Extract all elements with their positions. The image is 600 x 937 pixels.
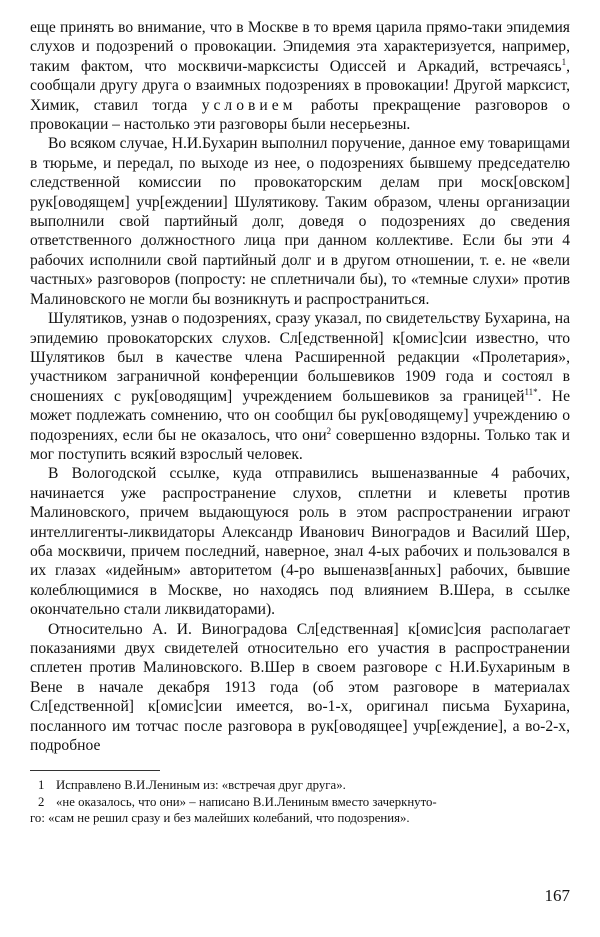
footnote-divider xyxy=(30,770,160,771)
paragraph xyxy=(30,620,570,756)
footnote-text: «не оказалось, что они» – написано В.И.Лениным вместо зачеркнуто- xyxy=(56,794,437,809)
paragraph xyxy=(30,464,570,619)
footnote-ref: 2 xyxy=(326,425,332,436)
paragraph xyxy=(30,134,570,309)
spaced-emphasis: условием xyxy=(201,96,297,114)
footnote-2 xyxy=(30,794,570,827)
footnote-1 xyxy=(30,777,570,794)
text-run: Шулятиков, узнав о подозрениях, сразу указал, по свидетельству Бухарина, на эпидемию провокаторских слухов. Сл[едственной] к[омис]сии известно, что Шулятиков был в качестве члена Расширенной редакции «Пролетария», участником заграничной конференции большевиков 1909 года и состоял в сношениях с рук[оводящим] учреждением большевиков за границей xyxy=(30,310,570,405)
text-run: . Не может подлежать сомнению, что он сообщил бы рук[оводящему] учреждению о подозрениях, если бы не оказалось, что они xyxy=(30,387,570,444)
document-page xyxy=(30,18,570,827)
text-run: , сообщали другу друга о взаимных подозрениях в провокации! Другой марксист, Химик, ставил тогда xyxy=(30,57,570,114)
text-run: еще принять во внимание, что в Москве в то время царила прямо-таки эпидемия слухов и подозрений о провокации. Эпидемия эта характеризуется, например, таким фактом, что москвичи-марксисты Одиссей и Аркадий, встречаясь xyxy=(30,19,570,75)
main-text xyxy=(30,18,570,755)
text-run: В Вологодской ссылке, куда отправились вышеназванные 4 рабочих, начинается уже распространение слухов, сплетни и клеветы против Малиновского, причем выдающуюся роль в этом распространении играют интеллигенты-ликвидаторы Александр Иванович Виноградов и Василий Шер, оба москвичи, причем последний, наверное, знал 4-ых рабочих и пользовался в их глазах «идейным» авторитетом (4-ро вышеназв[анных] рабочих, бывшие колеблющимися в Москве, но находясь под влиянием В.Шера, в ссылке окончательно стали ликвидаторами). xyxy=(30,465,570,619)
paragraph xyxy=(30,18,570,134)
footnotes xyxy=(30,777,570,827)
footnote-text-continuation: го: «сам не решил сразу и без малейших колебаний, что подозрения». xyxy=(30,811,410,826)
footnote-ref: 1 xyxy=(561,56,567,67)
footnote-number: 1 xyxy=(38,778,45,793)
paragraph xyxy=(30,309,570,464)
footnote-ref: 11* xyxy=(524,386,538,397)
footnote-number: 2 xyxy=(38,794,45,809)
text-run: совершенно вздорны. Только так и мог поступить всякий взрослый человек. xyxy=(30,426,570,463)
text-run: работы прекращение разговоров о провокации – настолько эти разговоры были несерьезны. xyxy=(30,96,570,134)
page-number: 167 xyxy=(544,886,570,905)
text-run: Относительно А. И. Виноградова Сл[едственная] к[омис]сия располагает показаниями двух свидетелей относительно его участия в распространении сплетен против Малиновского. В.Шер в своем разговоре с Н.И.Бухариным в Вене в начале декабря 1913 года (об этом разговоре в материалах Сл[едственной] к[омис]сии имеется, во-1-х, оригинал письма Бухарина, посланного им тотчас после разговора в рук[оводящее] учр[еждение], а во-2-х, подробное xyxy=(30,620,570,755)
footnote-text: Исправлено В.И.Лениным из: «встречая друг друга». xyxy=(56,778,346,793)
text-run: Во всяком случае, Н.И.Бухарин выполнил поручение, данное ему товарищами в тюрьме, и передал, по выходе из нее, о подозрениях бывшему председателю следственной комиссии по провокаторским делам при моск[овском] рук[оводящем] учр[еждении] Шулятикову. Таким образом, члены организации выполнили свой партийный долг, доведя о подозрениях до сведения ответственного должностного лица при данном коллективе. Если бы эти 4 рабочих исполнили свой партийный долг и в другом отношении, т. е. не «вели частных» разговоров (попросту: не сплетничали бы), то «темные слухи» против Малиновского не могли бы возникнуть и распространиться. xyxy=(30,135,570,308)
